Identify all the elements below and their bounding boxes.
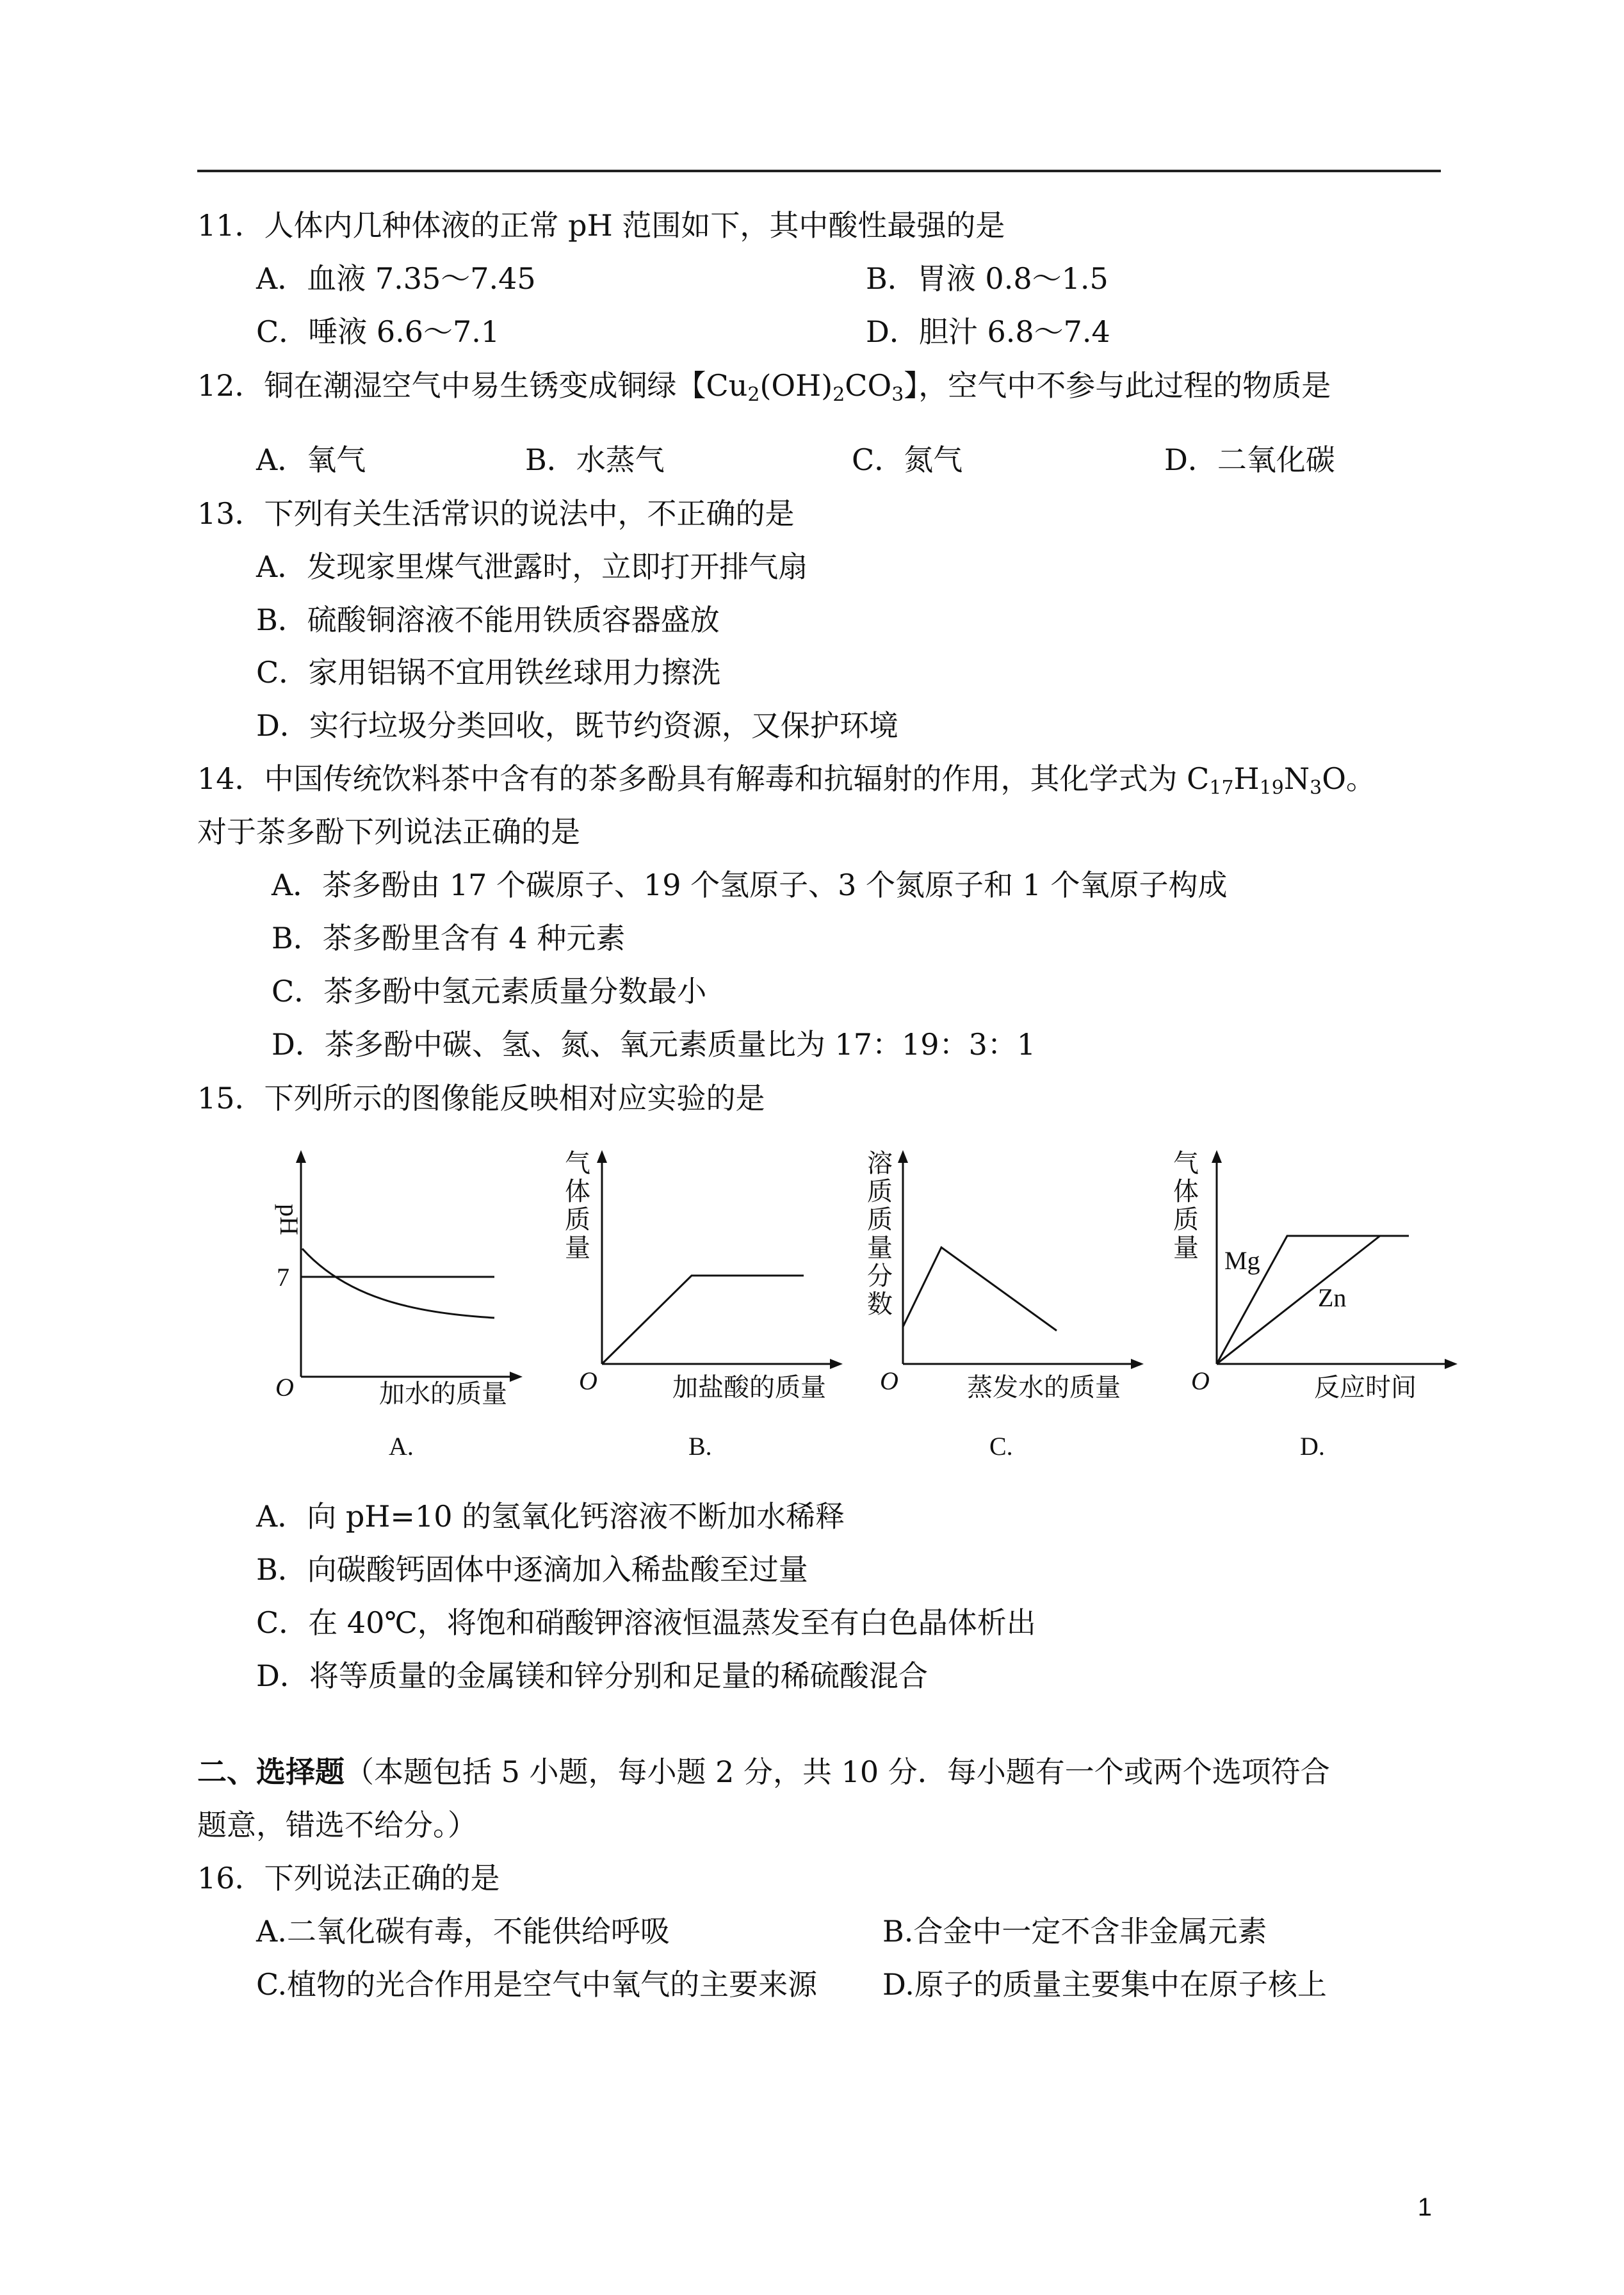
- q13-option-a: A．发现家里煤气泄露时，立即打开排气扇: [256, 549, 808, 584]
- q11-option-b: B．胃液 0.8～1.5: [866, 261, 1108, 296]
- graph-c-caption: C.: [989, 1432, 1013, 1461]
- graph-b-xlabel: 加盐酸的质量: [672, 1373, 826, 1402]
- page-number: 1: [1417, 2193, 1432, 2221]
- q11-option-a: A．血液 7.35～7.45: [256, 261, 536, 296]
- q14-option-c: C．茶多酚中氢元素质量分数最小: [272, 974, 707, 1009]
- graph-d-origin: O: [1191, 1366, 1210, 1395]
- graph-a-tick-7: 7: [277, 1263, 289, 1292]
- graph-a: [243, 1146, 538, 1431]
- graph-a-curve: [302, 1249, 494, 1318]
- graph-a-origin: O: [275, 1373, 294, 1402]
- graph-c-origin: O: [880, 1366, 898, 1395]
- q14-stem-line2: 对于茶多酚下列说法正确的是: [197, 815, 580, 849]
- graph-d-zn-label: Zn: [1318, 1283, 1347, 1312]
- graph-b-line: [602, 1276, 804, 1364]
- q15-option-c: C．在 40℃，将饱和硝酸钾溶液恒温蒸发至有白色晶体析出: [256, 1605, 1036, 1640]
- graph-b: [564, 1146, 858, 1431]
- graph-c-xlabel: 蒸发水的质量: [967, 1373, 1121, 1402]
- q16-option-a: A.二氧化碳有毒，不能供给呼吸: [256, 1914, 670, 1949]
- q13-option-b: B．硫酸铜溶液不能用铁质容器盛放: [256, 603, 720, 637]
- graph-b-ylabel: 气体质量: [565, 1149, 590, 1262]
- q12-option-c: C．氮气: [852, 442, 963, 477]
- q16-option-c: C.植物的光合作用是空气中氧气的主要来源: [256, 1967, 818, 2002]
- q12-stem: 12．铜在潮湿空气中易生锈变成铜绿【$Cu_2(OH)_2CO_3$】，空气中不参与此过程的物质是: [197, 368, 1331, 406]
- q16-option-b: B.合金中一定不含非金属元素: [882, 1914, 1267, 1949]
- q12-option-b: B．水蒸气: [525, 442, 665, 477]
- graph-a-xlabel: 加水的质量: [379, 1379, 507, 1408]
- graph-a-caption: A.: [389, 1432, 414, 1461]
- q16-stem: 16．下列说法正确的是: [197, 1861, 500, 1895]
- graph-a-ylabel: pH: [275, 1204, 304, 1235]
- q15-option-b: B．向碳酸钙固体中逐滴加入稀盐酸至过量: [256, 1552, 808, 1587]
- q16-option-d: D.原子的质量主要集中在原子核上: [882, 1967, 1327, 2002]
- q14-option-d: D．茶多酚中碳、氢、氮、氧元素质量比为 17：19：3：1: [272, 1027, 1036, 1062]
- graph-c-line: [903, 1247, 1057, 1331]
- q11-stem: 11．人体内几种体液的正常 pH 范围如下，其中酸性最强的是: [197, 208, 1005, 243]
- graph-d: [1178, 1146, 1473, 1431]
- section2-heading: [197, 1753, 1330, 1791]
- q15-option-a: A．向 pH=10 的氢氧化钙溶液不断加水稀释: [256, 1499, 845, 1534]
- q15-stem: 15．下列所示的图像能反映相对应实验的是: [197, 1081, 765, 1115]
- q15-option-d: D．将等质量的金属镁和锌分别和足量的稀硫酸混合: [256, 1658, 928, 1693]
- q14-option-b: B．茶多酚里含有 4 种元素: [272, 921, 626, 955]
- q14-stem: 14．中国传统饮料茶中含有的茶多酚具有解毒和抗辐射的作用，其化学式为 $C_{17}H_{19}N_3O$。: [197, 761, 1376, 799]
- q13-option-c: C．家用铝锅不宜用铁丝球用力擦洗: [256, 655, 721, 690]
- graph-b-caption: B.: [688, 1432, 712, 1461]
- q13-option-d: D．实行垃圾分类回收，既节约资源，又保护环境: [256, 708, 898, 743]
- section2-desc-line2: 题意，错选不给分。）: [197, 1808, 477, 1842]
- graph-c-ylabel: 溶质质量分数: [867, 1149, 893, 1318]
- header-rule: [197, 170, 1441, 172]
- graph-d-mg-label: Mg: [1224, 1246, 1260, 1275]
- graph-b-origin: O: [579, 1366, 597, 1395]
- graph-d-caption: D.: [1300, 1432, 1325, 1461]
- graph-c: [865, 1146, 1159, 1431]
- q12-option-a: A．氧气: [256, 442, 366, 477]
- q14-option-a: A．茶多酚由 17 个碳原子、19 个氢原子、3 个氮原子和 1 个氧原子构成: [272, 868, 1228, 902]
- graph-d-xlabel: 反应时间: [1314, 1373, 1417, 1402]
- q12-option-d: D．二氧化碳: [1164, 442, 1335, 477]
- section2-title: 二、选择题: [197, 1755, 345, 1789]
- q13-stem: 13．下列有关生活常识的说法中，不正确的是: [197, 496, 795, 531]
- q11-option-d: D．胆汁 6.8～7.4: [866, 314, 1110, 349]
- section2-desc: （本题包括 5 小题，每小题 2 分，共 10 分．每小题有一个或两个选项符合: [345, 1755, 1330, 1789]
- graph-d-ylabel: 气体质量: [1173, 1149, 1199, 1262]
- q11-option-c: C．唾液 6.6～7.1: [256, 314, 500, 349]
